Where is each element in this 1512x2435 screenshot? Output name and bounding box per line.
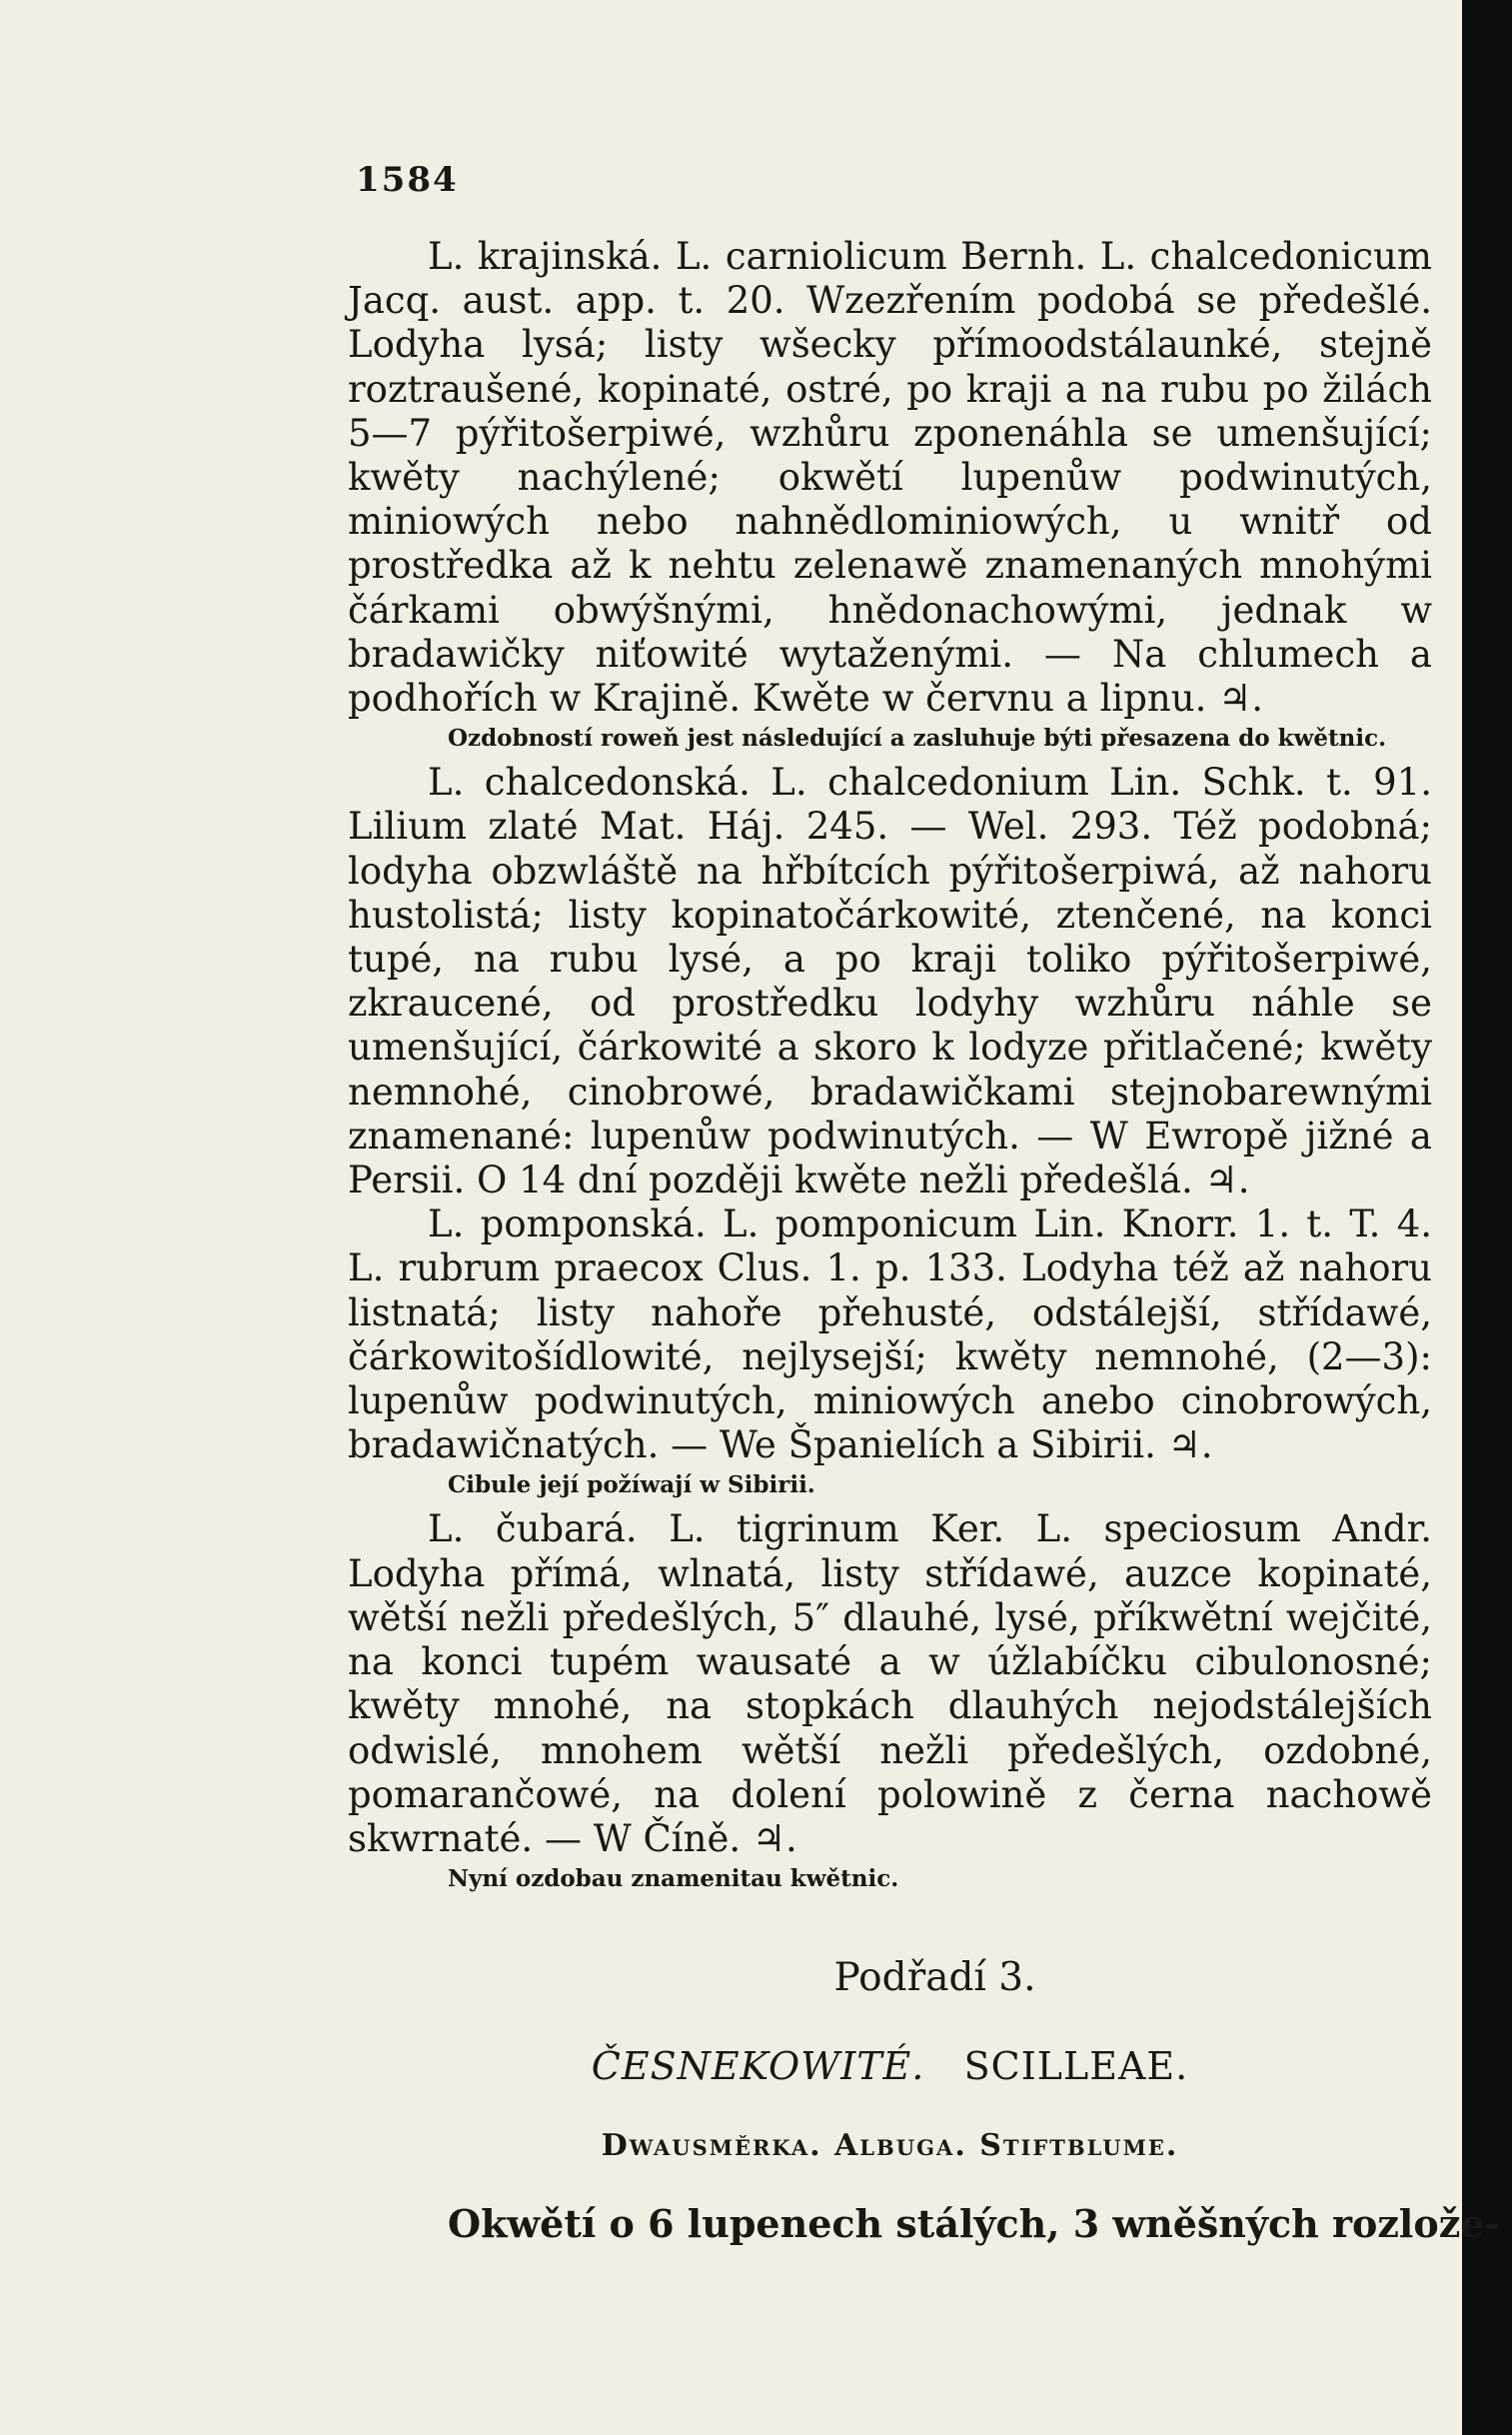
entry-lilium-pomponicum: L. pomponská. L. pomponicum Lin. Knorr. 1. t. T. 4. L. rubrum praecox Clus. 1. p. 133. Lodyha též až nahoru listnatá; listy nahoře přehusté, odstálejší, střídawé, čárkowitošídlowité, nejlysejší; kwěty nemnohé, (2—3): lupenůw podwinutých, miniowých anebo cinobrowých, bradawičnatých. — We Španielích a Sibirii. ♃. (348, 1203, 1432, 1467)
note-pomponicum: Cibule její požíwají w Sibirii. (448, 1471, 815, 1499)
note-carniolicum: Ozdobností roweň jest následující a zasluhuje býti přesazena do kwětnic. (448, 725, 1387, 753)
family-latin: SCILLEAE. (963, 2044, 1189, 2089)
family-czech: ČESNEKOWITÉ. (591, 2044, 925, 2089)
page-number: 1584 (356, 160, 459, 200)
note-tigrinum: Nyní ozdobau znamenitau kwětnic. (448, 1865, 899, 1893)
entry-lilium-chalcedonicum: L. chalcedonská. L. chalcedonium Lin. Schk. t. 91. Lilium zlaté Mat. Háj. 245. — Wel. 293. Též podobná; lodyha obzwláště na hřbítcích pýřitošerpiwá, až nahoru hustolistá; listy kopinatočárkowité, ztenčené, na konci tupé, na rubu lysé, a po kraji toliko pýřitošerpiwé, zkraucené, od prostředku lodyhy wzhůru náhle se umenšující, čárkowité a skoro k lodyze přitlačené; kwěty nemnohé, cinobrowé, bradawičkami stejnobarewnými znamenané: lupenůw podwinutých. — W Ewropě jižné a Persii. O 14 dní později kwěte nežli předešlá. ♃. (348, 761, 1432, 1203)
suborder-heading: Podřadí 3. (833, 1955, 1036, 2001)
genus-heading: Dwausměrka. Albuga. Stiftblume. (601, 2128, 1179, 2164)
genus-description: Okwětí o 6 lupenech stálých, 3 wněšných rozlože- (448, 2201, 1501, 2247)
family-heading (348, 2044, 1432, 2088)
entry-lilium-tigrinum: L. čubará. L. tigrinum Ker. L. speciosum Andr. Lodyha přímá, wlnatá, listy střídawé, auzce kopinaté, wětší nežli předešlých, 5″ dlauhé, lysé, příkwětní wejčité, na konci tupém wausaté a w úžlabíčku cibulonosné; kwěty mnohé, na stopkách dlauhých nejodstálejších odwislé, mnohem wětší nežli předešlých, ozdobné, pomarančowé, na dolení polowině z černa nachowě skwrnaté. — W Číně. ♃. (348, 1507, 1432, 1860)
entry-lilium-carniolicum: L. krajinská. L. carniolicum Bernh. L. chalcedonicum Jacq. aust. app. t. 20. Wzezřením podobá se předešlé. Lodyha lysá; listy wšecky přímoodstálaunké, stejně roztraušené, kopinaté, ostré, po kraji a na rubu po žilách 5—7 pýřitošerpiwé, wzhůru zponenáhla se umenšující; kwěty nachýlené; okwětí lupenůw podwinutých, miniowých nebo nahnědlominiowých, u wnitř od prostředka až k nehtu zelenawě znamenaných mnohými čárkami obwýšnými, hnědonachowými, jednak w bradawičky niťowité wytaženými. — Na chlumech a podhořích w Krajině. Kwěte w červnu a lipnu. ♃. (348, 235, 1432, 721)
page-text (348, 235, 1501, 2247)
